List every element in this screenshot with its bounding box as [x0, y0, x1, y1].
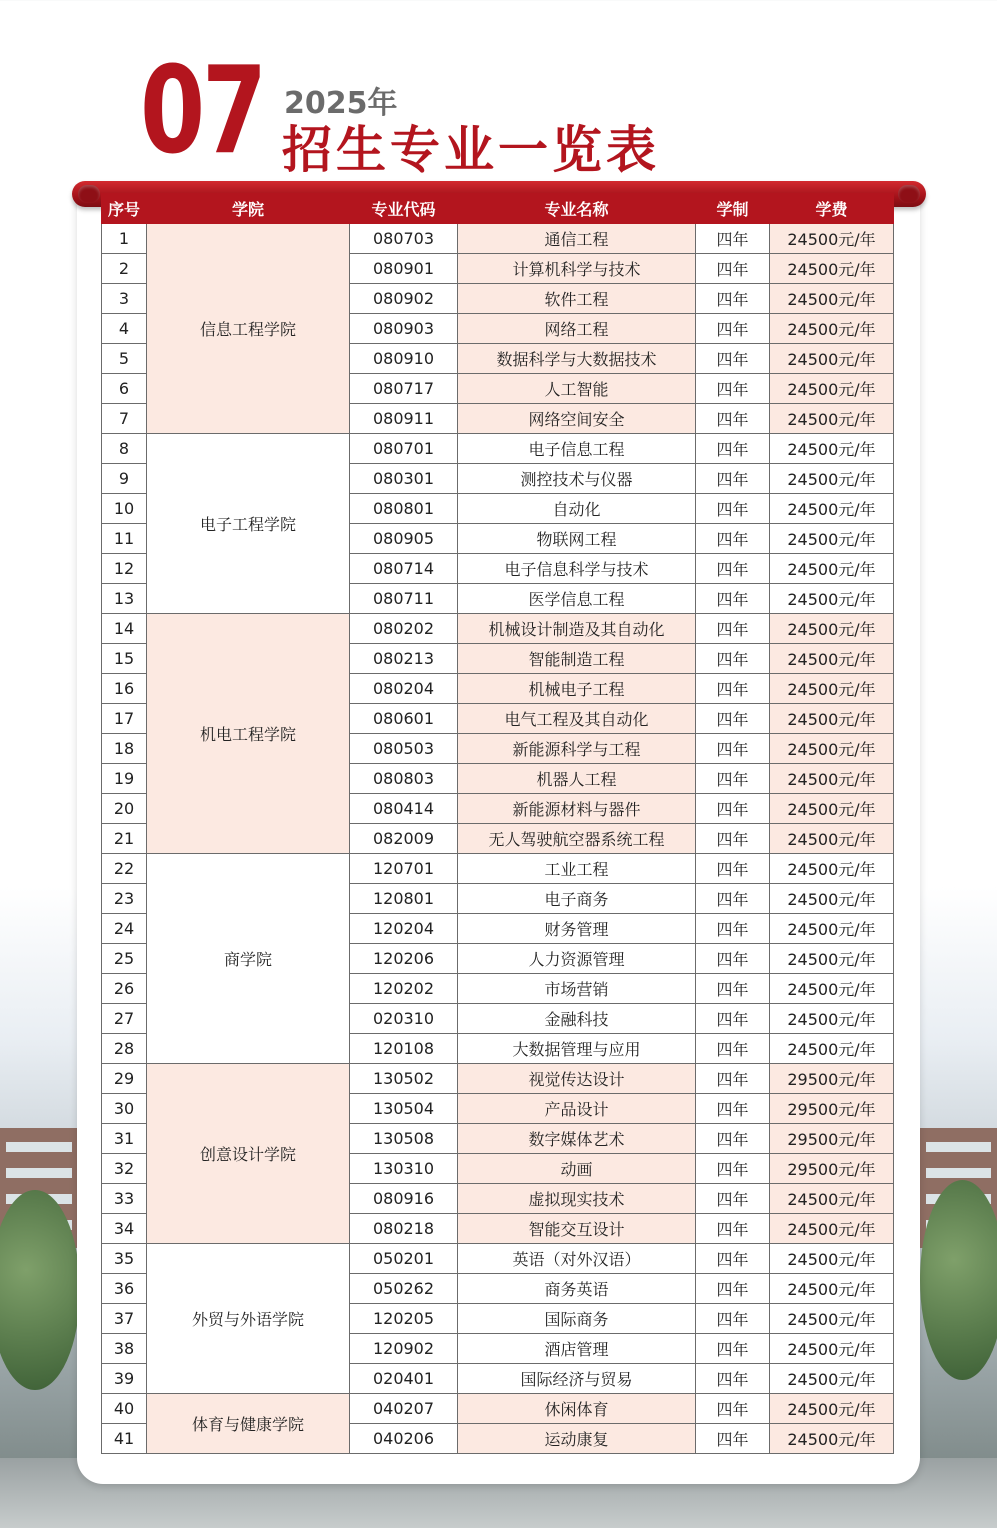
college-cell: 电子工程学院	[147, 434, 350, 614]
cell-major: 英语（对外汉语）	[458, 1244, 696, 1274]
cell-major: 电子商务	[458, 884, 696, 914]
cell-major: 财务管理	[458, 914, 696, 944]
cell-major: 商务英语	[458, 1274, 696, 1304]
cell-duration: 四年	[696, 584, 770, 614]
cell-duration: 四年	[696, 704, 770, 734]
cell-index: 9	[102, 464, 147, 494]
cell-code: 080711	[350, 584, 458, 614]
cell-code: 120108	[350, 1034, 458, 1064]
cell-major: 数据科学与大数据技术	[458, 344, 696, 374]
cell-code: 080916	[350, 1184, 458, 1214]
header-college: 学院	[147, 194, 350, 224]
cell-major: 医学信息工程	[458, 584, 696, 614]
table-row	[102, 224, 894, 254]
cell-code: 080202	[350, 614, 458, 644]
cell-major: 市场营销	[458, 974, 696, 1004]
cell-index: 12	[102, 554, 147, 584]
cell-duration: 四年	[696, 1214, 770, 1244]
cell-code: 130508	[350, 1124, 458, 1154]
cell-tuition: 24500元/年	[770, 644, 894, 674]
cell-major: 虚拟现实技术	[458, 1184, 696, 1214]
table-row	[102, 1244, 894, 1274]
cell-tuition: 24500元/年	[770, 884, 894, 914]
college-cell: 外贸与外语学院	[147, 1244, 350, 1394]
cell-code: 120202	[350, 974, 458, 1004]
cell-index: 38	[102, 1334, 147, 1364]
section-number: 07	[140, 42, 265, 181]
college-cell: 商学院	[147, 854, 350, 1064]
cell-duration: 四年	[696, 1094, 770, 1124]
cell-major: 运动康复	[458, 1424, 696, 1454]
cell-tuition: 24500元/年	[770, 254, 894, 284]
cell-duration: 四年	[696, 1244, 770, 1274]
cell-major: 视觉传达设计	[458, 1064, 696, 1094]
cell-tuition: 24500元/年	[770, 524, 894, 554]
cell-index: 20	[102, 794, 147, 824]
cell-index: 40	[102, 1394, 147, 1424]
cell-tuition: 24500元/年	[770, 1424, 894, 1454]
cell-code: 080301	[350, 464, 458, 494]
cell-code: 080503	[350, 734, 458, 764]
cell-major: 通信工程	[458, 224, 696, 254]
cell-index: 29	[102, 1064, 147, 1094]
cell-tuition: 29500元/年	[770, 1094, 894, 1124]
cell-duration: 四年	[696, 854, 770, 884]
cell-tuition: 24500元/年	[770, 284, 894, 314]
cell-index: 36	[102, 1274, 147, 1304]
cell-duration: 四年	[696, 944, 770, 974]
cell-index: 1	[102, 224, 147, 254]
cell-duration: 四年	[696, 1304, 770, 1334]
cell-major: 物联网工程	[458, 524, 696, 554]
page-title: 招生专业一览表	[282, 121, 660, 179]
cell-index: 37	[102, 1304, 147, 1334]
cell-major: 测控技术与仪器	[458, 464, 696, 494]
header-index: 序号	[102, 194, 147, 224]
cell-index: 25	[102, 944, 147, 974]
cell-code: 080910	[350, 344, 458, 374]
cell-duration: 四年	[696, 1394, 770, 1424]
cell-duration: 四年	[696, 374, 770, 404]
cell-major: 休闲体育	[458, 1394, 696, 1424]
cell-duration: 四年	[696, 1154, 770, 1184]
cell-tuition: 24500元/年	[770, 1214, 894, 1244]
cell-major: 电气工程及其自动化	[458, 704, 696, 734]
cell-major: 网络空间安全	[458, 404, 696, 434]
cell-code: 080717	[350, 374, 458, 404]
cell-index: 31	[102, 1124, 147, 1154]
cell-index: 22	[102, 854, 147, 884]
header-code: 专业代码	[350, 194, 458, 224]
cell-index: 6	[102, 374, 147, 404]
cell-code: 020401	[350, 1364, 458, 1394]
cell-index: 35	[102, 1244, 147, 1274]
cell-index: 34	[102, 1214, 147, 1244]
cell-major: 金融科技	[458, 1004, 696, 1034]
cell-index: 8	[102, 434, 147, 464]
cell-index: 13	[102, 584, 147, 614]
cell-index: 30	[102, 1094, 147, 1124]
cell-duration: 四年	[696, 1004, 770, 1034]
cell-index: 39	[102, 1364, 147, 1394]
cell-tuition: 29500元/年	[770, 1064, 894, 1094]
cell-tuition: 24500元/年	[770, 674, 894, 704]
cell-duration: 四年	[696, 734, 770, 764]
cell-code: 080901	[350, 254, 458, 284]
cell-duration: 四年	[696, 824, 770, 854]
cell-code: 080701	[350, 434, 458, 464]
cell-tuition: 24500元/年	[770, 1274, 894, 1304]
cell-code: 082009	[350, 824, 458, 854]
cell-duration: 四年	[696, 494, 770, 524]
cell-duration: 四年	[696, 554, 770, 584]
cell-major: 软件工程	[458, 284, 696, 314]
table-header-row	[102, 194, 894, 224]
cell-duration: 四年	[696, 344, 770, 374]
cell-tuition: 24500元/年	[770, 314, 894, 344]
cell-major: 机器人工程	[458, 764, 696, 794]
cell-tuition: 24500元/年	[770, 494, 894, 524]
table-row	[102, 614, 894, 644]
cell-tuition: 24500元/年	[770, 1034, 894, 1064]
cell-tuition: 24500元/年	[770, 584, 894, 614]
cell-index: 33	[102, 1184, 147, 1214]
table-row	[102, 854, 894, 884]
cell-tuition: 24500元/年	[770, 344, 894, 374]
cell-index: 7	[102, 404, 147, 434]
cell-code: 080803	[350, 764, 458, 794]
cell-duration: 四年	[696, 884, 770, 914]
cell-duration: 四年	[696, 524, 770, 554]
cell-tuition: 24500元/年	[770, 1004, 894, 1034]
cell-index: 17	[102, 704, 147, 734]
cell-tuition: 24500元/年	[770, 944, 894, 974]
cell-duration: 四年	[696, 404, 770, 434]
cell-code: 040207	[350, 1394, 458, 1424]
cell-major: 产品设计	[458, 1094, 696, 1124]
cell-index: 5	[102, 344, 147, 374]
cell-code: 080414	[350, 794, 458, 824]
cell-duration: 四年	[696, 794, 770, 824]
cell-major: 新能源科学与工程	[458, 734, 696, 764]
cell-code: 020310	[350, 1004, 458, 1034]
cell-tuition: 24500元/年	[770, 1244, 894, 1274]
cell-duration: 四年	[696, 644, 770, 674]
cell-duration: 四年	[696, 674, 770, 704]
cell-duration: 四年	[696, 254, 770, 284]
cell-code: 080911	[350, 404, 458, 434]
cell-code: 050262	[350, 1274, 458, 1304]
college-cell: 体育与健康学院	[147, 1394, 350, 1454]
cell-code: 080703	[350, 224, 458, 254]
cell-major: 网络工程	[458, 314, 696, 344]
cell-index: 18	[102, 734, 147, 764]
cell-duration: 四年	[696, 1424, 770, 1454]
cell-index: 15	[102, 644, 147, 674]
cell-major: 国际商务	[458, 1304, 696, 1334]
cell-duration: 四年	[696, 974, 770, 1004]
cell-index: 19	[102, 764, 147, 794]
cell-major: 大数据管理与应用	[458, 1034, 696, 1064]
cell-code: 120801	[350, 884, 458, 914]
cell-index: 41	[102, 1424, 147, 1454]
cell-code: 120902	[350, 1334, 458, 1364]
cell-major: 电子信息工程	[458, 434, 696, 464]
cell-tuition: 24500元/年	[770, 974, 894, 1004]
cell-tuition: 24500元/年	[770, 1364, 894, 1394]
cell-major: 机械电子工程	[458, 674, 696, 704]
cell-tuition: 24500元/年	[770, 734, 894, 764]
table-row	[102, 1394, 894, 1424]
cell-tuition: 29500元/年	[770, 1124, 894, 1154]
cell-index: 2	[102, 254, 147, 284]
majors-table	[101, 193, 894, 1454]
cell-major: 工业工程	[458, 854, 696, 884]
cell-major: 无人驾驶航空器系统工程	[458, 824, 696, 854]
cell-code: 050201	[350, 1244, 458, 1274]
cell-duration: 四年	[696, 614, 770, 644]
cell-code: 130502	[350, 1064, 458, 1094]
cell-tuition: 24500元/年	[770, 1184, 894, 1214]
cell-major: 自动化	[458, 494, 696, 524]
cell-major: 电子信息科学与技术	[458, 554, 696, 584]
cell-index: 3	[102, 284, 147, 314]
cell-duration: 四年	[696, 434, 770, 464]
cell-code: 080218	[350, 1214, 458, 1244]
cell-duration: 四年	[696, 1034, 770, 1064]
cell-index: 23	[102, 884, 147, 914]
cell-code: 040206	[350, 1424, 458, 1454]
cell-tuition: 24500元/年	[770, 854, 894, 884]
table-body	[102, 224, 894, 1454]
cell-tuition: 24500元/年	[770, 464, 894, 494]
cell-tuition: 24500元/年	[770, 824, 894, 854]
cell-index: 14	[102, 614, 147, 644]
cell-tuition: 24500元/年	[770, 1334, 894, 1364]
tree-right	[920, 1180, 997, 1380]
cell-index: 21	[102, 824, 147, 854]
cell-major: 国际经济与贸易	[458, 1364, 696, 1394]
cell-duration: 四年	[696, 464, 770, 494]
cell-code: 120205	[350, 1304, 458, 1334]
cell-code: 080213	[350, 644, 458, 674]
cell-duration: 四年	[696, 1364, 770, 1394]
table-row	[102, 1064, 894, 1094]
cell-major: 人力资源管理	[458, 944, 696, 974]
cell-tuition: 24500元/年	[770, 554, 894, 584]
cell-tuition: 24500元/年	[770, 404, 894, 434]
cell-code: 080905	[350, 524, 458, 554]
cell-duration: 四年	[696, 1274, 770, 1304]
cell-code: 130504	[350, 1094, 458, 1124]
cell-major: 人工智能	[458, 374, 696, 404]
cell-tuition: 29500元/年	[770, 1154, 894, 1184]
cell-major: 酒店管理	[458, 1334, 696, 1364]
cell-major: 数字媒体艺术	[458, 1124, 696, 1154]
cell-index: 28	[102, 1034, 147, 1064]
cell-code: 080902	[350, 284, 458, 314]
cell-code: 080714	[350, 554, 458, 584]
cell-major: 机械设计制造及其自动化	[458, 614, 696, 644]
college-cell: 信息工程学院	[147, 224, 350, 434]
header-major: 专业名称	[458, 194, 696, 224]
year-label: 2025年	[284, 86, 398, 121]
cell-duration: 四年	[696, 1064, 770, 1094]
cell-duration: 四年	[696, 314, 770, 344]
cell-index: 26	[102, 974, 147, 1004]
header-tuition: 学费	[770, 194, 894, 224]
cell-duration: 四年	[696, 914, 770, 944]
college-cell: 机电工程学院	[147, 614, 350, 854]
cell-code: 080801	[350, 494, 458, 524]
cell-tuition: 24500元/年	[770, 704, 894, 734]
cell-tuition: 24500元/年	[770, 1304, 894, 1334]
cell-code: 080204	[350, 674, 458, 704]
cell-tuition: 24500元/年	[770, 434, 894, 464]
cell-tuition: 24500元/年	[770, 914, 894, 944]
cell-code: 080903	[350, 314, 458, 344]
cell-index: 16	[102, 674, 147, 704]
table-row	[102, 434, 894, 464]
cell-major: 智能制造工程	[458, 644, 696, 674]
cell-major: 计算机科学与技术	[458, 254, 696, 284]
cell-code: 080601	[350, 704, 458, 734]
cell-index: 10	[102, 494, 147, 524]
cell-index: 24	[102, 914, 147, 944]
cell-code: 120701	[350, 854, 458, 884]
cell-index: 32	[102, 1154, 147, 1184]
cell-tuition: 24500元/年	[770, 1394, 894, 1424]
cell-code: 120206	[350, 944, 458, 974]
cell-index: 27	[102, 1004, 147, 1034]
cell-duration: 四年	[696, 224, 770, 254]
cell-duration: 四年	[696, 1124, 770, 1154]
cell-major: 新能源材料与器件	[458, 794, 696, 824]
cell-major: 动画	[458, 1154, 696, 1184]
cell-tuition: 24500元/年	[770, 224, 894, 254]
header-duration: 学制	[696, 194, 770, 224]
cell-tuition: 24500元/年	[770, 374, 894, 404]
cell-tuition: 24500元/年	[770, 614, 894, 644]
cell-duration: 四年	[696, 764, 770, 794]
cell-duration: 四年	[696, 284, 770, 314]
cell-code: 130310	[350, 1154, 458, 1184]
cell-index: 4	[102, 314, 147, 344]
cell-duration: 四年	[696, 1184, 770, 1214]
cell-tuition: 24500元/年	[770, 794, 894, 824]
cell-tuition: 24500元/年	[770, 764, 894, 794]
college-cell: 创意设计学院	[147, 1064, 350, 1244]
cell-code: 120204	[350, 914, 458, 944]
cell-major: 智能交互设计	[458, 1214, 696, 1244]
cell-duration: 四年	[696, 1334, 770, 1364]
cell-index: 11	[102, 524, 147, 554]
